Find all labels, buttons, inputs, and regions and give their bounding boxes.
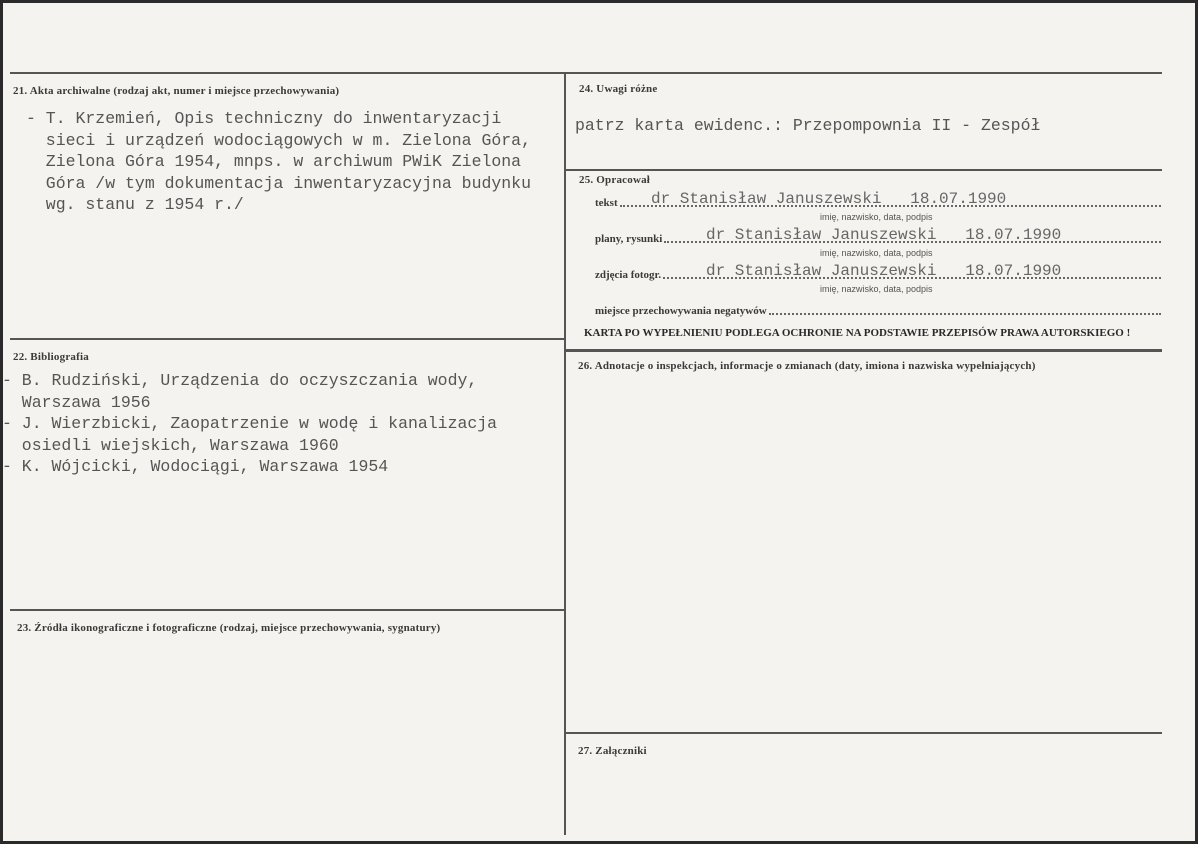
row-plany bbox=[595, 230, 1161, 246]
divider-21-22 bbox=[10, 338, 565, 340]
dotted-line bbox=[663, 277, 1161, 279]
author-photos-value: dr Stanisław Januszewski 18.07.1990 bbox=[706, 262, 1062, 280]
divider-25-26 bbox=[565, 349, 1162, 352]
row-key: plany, rysunki bbox=[595, 233, 663, 245]
column-divider bbox=[564, 72, 566, 835]
section-26-label: 26. Adnotacje o inspekcjach, informacje o zmianach (daty, imiona i nazwiska wypełniających) bbox=[578, 360, 1036, 372]
dotted-line bbox=[664, 241, 1161, 243]
row-key: miejsce przechowywania negatywów bbox=[595, 305, 767, 317]
section-21-text: - T. Krzemień, Opis techniczny do inwentaryzacji sieci i urządzeń wodociągowych w m. Zielona Góra, Zielona Góra 1954, mnps. w archiwum PWiK Zielona Góra /w tym dokumentacja inwentaryzacyjna budynku wg. stanu z 1954 r./ bbox=[26, 109, 531, 214]
section-22-text: - B. Rudziński, Urządzenia do oczyszczania wody, Warszawa 1956 - J. Wierzbicki, Zaopatrzenie w wodę i kanalizacja osiedli wiejskich, Warszawa 1960 - K. Wójcicki, Wodociągi, Warszawa 1954 bbox=[2, 371, 498, 476]
hint: imię, nazwisko, data, podpis bbox=[820, 248, 933, 258]
divider-22-23 bbox=[10, 609, 565, 611]
section-25-label: 25. Opracował bbox=[579, 174, 651, 186]
row-negatywy bbox=[595, 302, 1161, 318]
top-rule bbox=[10, 72, 1162, 74]
divider-24-25 bbox=[565, 169, 1162, 171]
row-key: zdjęcia fotogr. bbox=[595, 269, 662, 281]
row-key: tekst bbox=[595, 197, 618, 209]
section-21-label: 21. Akta archiwalne (rodzaj akt, numer i miejsce przechowywania) bbox=[13, 85, 340, 97]
hint: imię, nazwisko, data, podpis bbox=[820, 212, 933, 222]
row-zdjecia bbox=[595, 266, 1161, 282]
copyright-warning: KARTA PO WYPEŁNIENIU PODLEGA OCHRONIE NA PODSTAWIE PRZEPISÓW PRAWA AUTORSKIEGO ! bbox=[584, 327, 1131, 339]
section-24-text: patrz karta ewidenc.: Przepompownia II - Zespół bbox=[575, 116, 1041, 135]
divider-26-27 bbox=[565, 732, 1162, 734]
section-27-label: 27. Załączniki bbox=[578, 745, 647, 757]
section-23-label: 23. Źródła ikonograficzne i fotograficzne (rodzaj, miejsce przechowywania, sygnatury) bbox=[17, 622, 441, 634]
hint: imię, nazwisko, data, podpis bbox=[820, 284, 933, 294]
dotted-line bbox=[620, 205, 1161, 207]
row-tekst bbox=[595, 194, 1161, 210]
dotted-line bbox=[769, 313, 1161, 315]
section-24-label: 24. Uwagi różne bbox=[579, 83, 658, 95]
author-plans-value: dr Stanisław Januszewski 18.07.1990 bbox=[706, 226, 1062, 244]
section-22-label: 22. Bibliografia bbox=[13, 351, 89, 363]
author-text-value: dr Stanisław Januszewski 18.07.1990 bbox=[651, 190, 1007, 208]
